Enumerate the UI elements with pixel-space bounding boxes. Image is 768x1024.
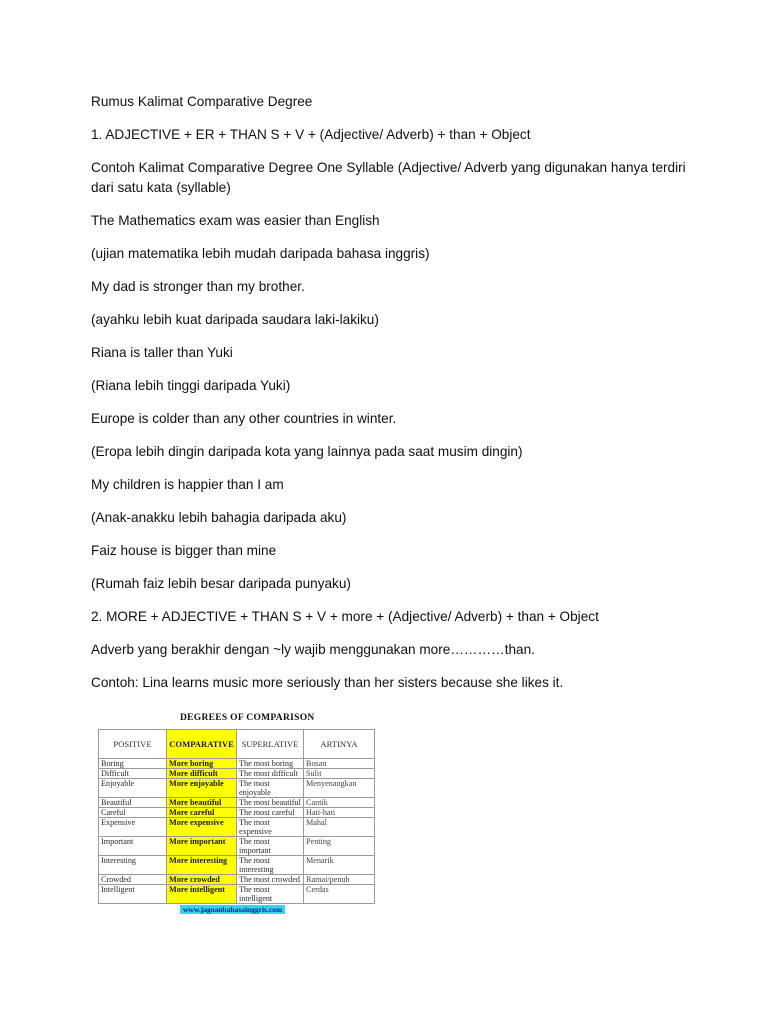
cell-positive: Beautiful xyxy=(99,798,167,808)
table-row xyxy=(99,837,375,856)
cell-superlative: The most beautiful xyxy=(237,798,304,808)
example-sentence-1: The Mathematics exam was easier than English xyxy=(91,213,380,228)
cell-artinya: Hati-hati xyxy=(304,808,375,818)
cell-superlative: The most intelligent xyxy=(237,885,304,904)
cell-positive: Intelligent xyxy=(99,885,167,904)
comparison-table xyxy=(98,729,375,904)
cell-artinya: Sulit xyxy=(304,769,375,779)
cell-comparative: More intelligent xyxy=(167,885,237,904)
cell-comparative: More interesting xyxy=(167,856,237,875)
table-row xyxy=(99,875,375,885)
cell-superlative: The most enjoyable xyxy=(237,779,304,798)
cell-comparative: More careful xyxy=(167,808,237,818)
translation-5: (Anak-anakku lebih bahagia daripada aku) xyxy=(91,510,347,525)
adverb-rule: Adverb yang berakhir dengan ~ly wajib menggunakan more…………than. xyxy=(91,642,535,657)
cell-positive: Interesting xyxy=(99,856,167,875)
cell-superlative: The most important xyxy=(237,837,304,856)
cell-superlative: The most difficult xyxy=(237,769,304,779)
cell-positive: Expensive xyxy=(99,818,167,837)
cell-positive: Important xyxy=(99,837,167,856)
cell-artinya: Cerdas xyxy=(304,885,375,904)
example-sentence-5: My children is happier than I am xyxy=(91,477,284,492)
formula-heading-1: 1. ADJECTIVE + ER + THAN S + V + (Adjective/ Adverb) + than + Object xyxy=(91,127,531,142)
cell-superlative: The most expensive xyxy=(237,818,304,837)
cell-comparative: More difficult xyxy=(167,769,237,779)
cell-artinya: Menarik xyxy=(304,856,375,875)
table-row xyxy=(99,759,375,769)
table-header-row xyxy=(99,730,375,759)
table-row xyxy=(99,798,375,808)
cell-superlative: The most interesting xyxy=(237,856,304,875)
example-sentence-7: Contoh: Lina learns music more seriously than her sisters because she likes it. xyxy=(91,675,564,690)
table-row xyxy=(99,808,375,818)
translation-4: (Eropa lebih dingin daripada kota yang lainnya pada saat musim dingin) xyxy=(91,444,523,459)
comparison-table-title: DEGREES OF COMPARISON xyxy=(180,713,315,723)
translation-2: (ayahku lebih kuat daripada saudara laki-lakiku) xyxy=(91,312,379,327)
table-row xyxy=(99,818,375,837)
table-row xyxy=(99,856,375,875)
cell-comparative: More expensive xyxy=(167,818,237,837)
cell-superlative: The most careful xyxy=(237,808,304,818)
example-intro: Contoh Kalimat Comparative Degree One Syllable (Adjective/ Adverb yang digunakan hanya terdiri dari satu kata (syllable) xyxy=(91,160,686,195)
cell-superlative: The most boring xyxy=(237,759,304,769)
header-comparative: COMPARATIVE xyxy=(167,730,237,759)
cell-positive: Crowded xyxy=(99,875,167,885)
translation-3: (Riana lebih tinggi daripada Yuki) xyxy=(91,378,291,393)
cell-positive: Difficult xyxy=(99,769,167,779)
translation-6: (Rumah faiz lebih besar daripada punyaku) xyxy=(91,576,351,591)
cell-comparative: More crowded xyxy=(167,875,237,885)
cell-artinya: Menyenangkan xyxy=(304,779,375,798)
formula-heading-2: 2. MORE + ADJECTIVE + THAN S + V + more + (Adjective/ Adverb) + than + Object xyxy=(91,609,599,624)
cell-artinya: Cantik xyxy=(304,798,375,808)
document-title: Rumus Kalimat Comparative Degree xyxy=(91,94,313,109)
cell-superlative: The most crowded xyxy=(237,875,304,885)
cell-positive: Careful xyxy=(99,808,167,818)
website-watermark: www.jagoanbahasainggris.com xyxy=(180,905,285,914)
cell-comparative: More enjoyable xyxy=(167,779,237,798)
header-positive: POSITIVE xyxy=(99,730,167,759)
cell-artinya: Mahal xyxy=(304,818,375,837)
cell-positive: Enjoyable xyxy=(99,779,167,798)
cell-artinya: Ramai/penuh xyxy=(304,875,375,885)
cell-artinya: Bosan xyxy=(304,759,375,769)
cell-comparative: More important xyxy=(167,837,237,856)
header-superlative: SUPERLATIVE xyxy=(237,730,304,759)
cell-artinya: Penting xyxy=(304,837,375,856)
table-row xyxy=(99,769,375,779)
cell-comparative: More beautiful xyxy=(167,798,237,808)
translation-1: (ujian matematika lebih mudah daripada bahasa inggris) xyxy=(91,246,430,261)
cell-positive: Boring xyxy=(99,759,167,769)
table-row xyxy=(99,779,375,798)
table-row xyxy=(99,885,375,904)
example-sentence-2: My dad is stronger than my brother. xyxy=(91,279,305,294)
example-sentence-4: Europe is colder than any other countries in winter. xyxy=(91,411,397,426)
cell-comparative: More boring xyxy=(167,759,237,769)
header-artinya: ARTINYA xyxy=(304,730,375,759)
example-sentence-3: Riana is taller than Yuki xyxy=(91,345,233,360)
example-sentence-6: Faiz house is bigger than mine xyxy=(91,543,277,558)
